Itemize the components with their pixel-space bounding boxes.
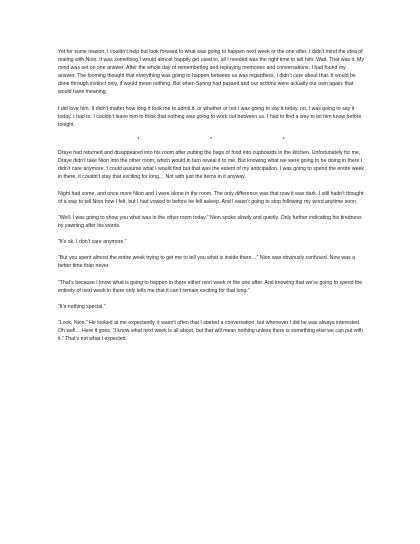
paragraph-dialogue-next-week: “That’s because I know what is going to happen in there either next week or the one after. And knowing that we’re going to spend the entirety of next week in there only tells me that it can’t remain exciting for that long.” [58, 279, 363, 294]
section-break-star: * [209, 137, 212, 144]
paragraph-dialogue-show-room: “Well, I was going to show you what was in the other room today.” Nion spoke slowly and quietly. Only further indicating his tiredness by yawning after his words. [58, 214, 362, 229]
paragraph-draye-returned: Draye had returned and disappeared into his room after putting the bags of food into cupboards in the kitchen. Unfortunately for me, Draye didn’t take Nion into the other room, which would in turn reveal it to me. But knowing what we were going to be doing in there I didn’t care anymore. I could assume what I would find but that was the extent of my anticipation. I was going to spend the entire week in there, it couldn’t stay that exciting for long… Not with just the items in it anyway. [58, 150, 364, 181]
section-break-star: * [282, 137, 285, 144]
paragraph-did-love-him: I did love him. It didn’t matter how long it took me to admit it, or whether or not I was going to say it today, no, I was going to say it today. I had to. I couldn’t leave him to think that nothing was going to work out between us. I had to find a way to let him know before tonight. [58, 105, 362, 128]
paragraph-dialogue-nothing-special: “It’s nothing special.” [58, 303, 106, 310]
section-break-star: * [137, 137, 140, 144]
document-page [58, 48, 364, 351]
paragraph-dialogue-dont-care: “It’s ok. I don’t care anymore.” [58, 239, 127, 246]
paragraph-dialogue-confused: “But you spent almost the entire week trying to get me to tell you what is inside there…” Nion was obviously confused. Now was a better time than never. [58, 255, 355, 270]
section-break [58, 137, 364, 143]
paragraph-night-had-come: Night had come, and once more Nion and I were alone in the room. The only difference was that now it was dark. I still hadn’t thought of a way to tell Nion how I felt, but I had vowed to before he fell asleep. And I wasn’t going to stop following my word anytime soon. [58, 190, 364, 205]
paragraph-dialogue-look-nion: “Look, Nion.” He looked at me expectantly, it wasn’t often that I started a conversation, but whenever I did he was always interested. Oh well… Here it goes. “I know what next week is all about, but that will mean nothing unless there is something else we can put with it.” That’s not what I expected. [58, 320, 364, 343]
paragraph-looking-forward: Yet for some reason, I couldn’t help but look forward to what was going to happen next week or the one after. I didn’t mind the idea of mating with Nion. It was something I would almost happily get used to, all I needed was the right time to tell him. Wait. That was it. My mind was set on one answer. After the whole day of remembering and replaying memories and conversations, I had found my answer. The looming thought that everything was going to happen between us was regardless, I didn’t care about that. It would be done through instinct only, it would mean nothing. But when Spring had passed and our actions were actually our own again, that would have meaning. [58, 49, 364, 96]
